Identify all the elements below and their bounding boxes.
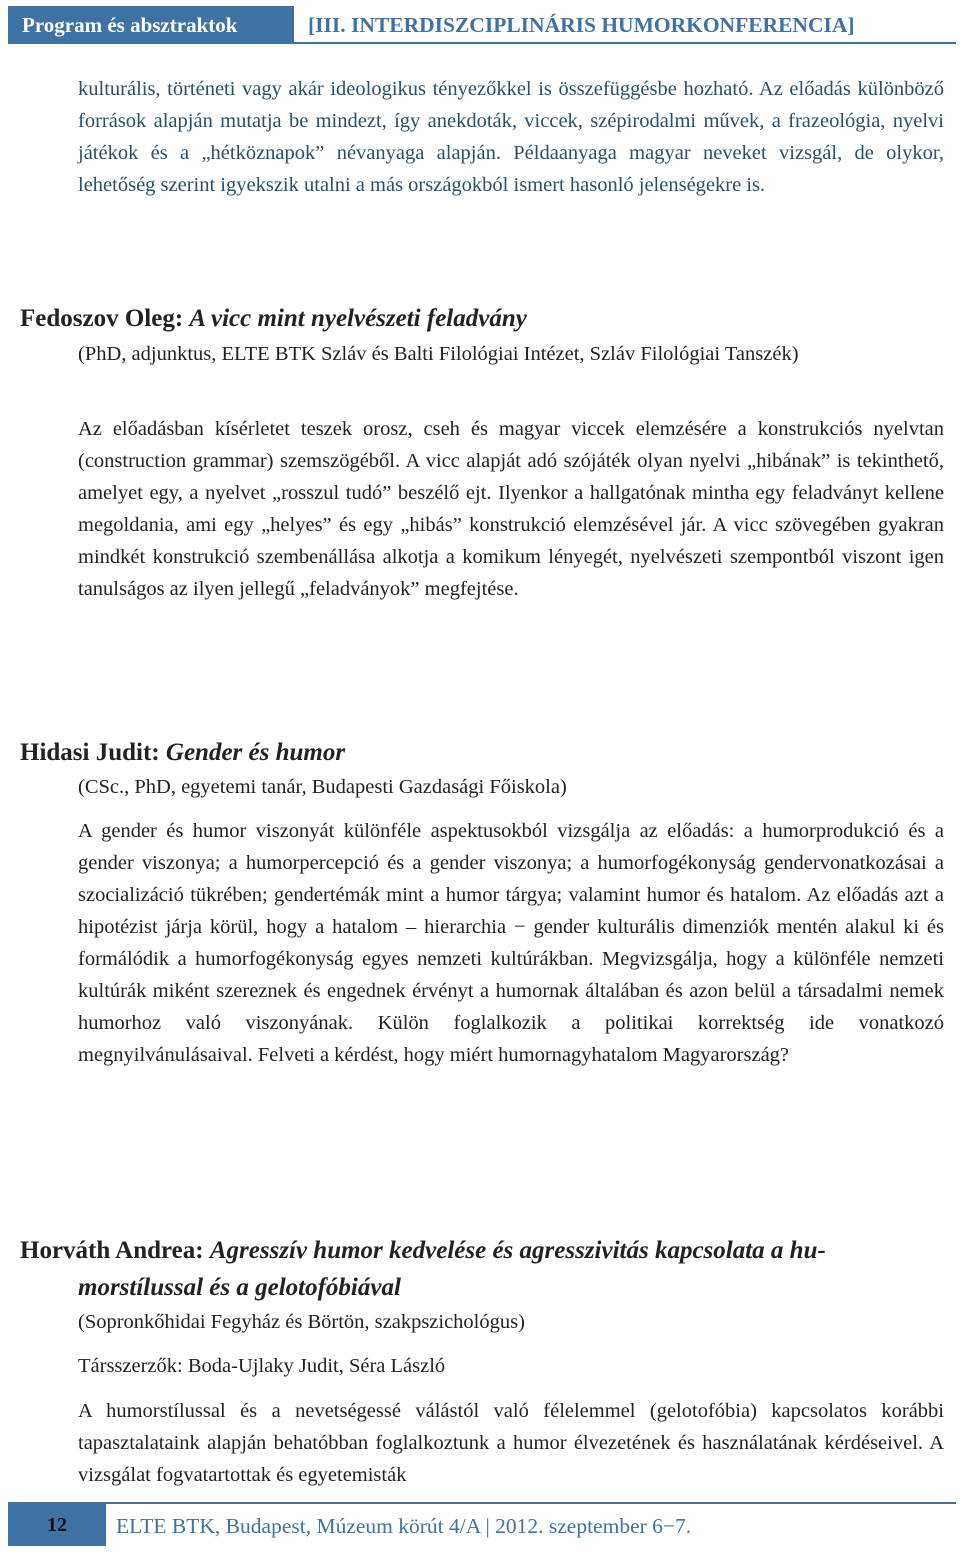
entry-title: A vicc mint nyelvészeti feladvány <box>189 305 527 332</box>
entry-heading <box>20 734 944 771</box>
heading-colon: : <box>174 305 190 332</box>
header-rule <box>294 42 956 44</box>
entry-title: Agresszív humor kedvelése és agresszivitás kapcsolata a hu- <box>209 1237 826 1264</box>
entry-abstract: Az előadásban kísérletet teszek orosz, cseh és magyar viccek elemzésére a konstrukciós nyelvtan (construction grammar) szemszögéből. A vicc alapját adó szójáték olyan nyelvi „hibának” is tekinthető, amelyet egy, a nyelvet „rosszul tudó” beszélő ejt. Ilyenkor a hallgatónak mintha egy feladványt kellene megoldania, ami egy „helyes” és egy „hibás” konstrukció elemzésével jár. A vicc szövegében gyakran mindkét konstrukció szembenállása alkotja a komikum lényegét, nyelvészeti szempontból viszont igen tanulságos az ilyen jellegű „feladványok” megfejtése. <box>78 418 944 600</box>
header-section-tag: Program és absztraktok <box>8 6 294 44</box>
entry-author: Hidasi Judit <box>20 739 152 766</box>
entry-author: Horváth Andrea <box>20 1237 196 1264</box>
footer-venue-date: ELTE BTK, Budapest, Múzeum körút 4/A | 2012. szeptember 6−7. <box>116 1514 692 1538</box>
entry-coauthors: Társszerzők: Boda-Ujlaky Judit, Séra László <box>78 1355 446 1377</box>
page-header <box>8 6 956 44</box>
page-number: 12 <box>8 1502 106 1546</box>
entry-heading <box>20 1232 944 1306</box>
heading-colon: : <box>195 1237 210 1264</box>
entry-author: Fedoszov Oleg <box>20 305 175 332</box>
entry-abstract: A gender és humor viszonyát különféle aspektusokból vizsgálja az előadás: a humorprodukció és a gender viszonya; a humorpercepció és a gender viszonya; a humorfogékonyság gendervonatkozásai a szocializáció tükrében; gendertémák mint a humor tárgya; valamint humor és hatalom. Az előadás azt a hipotézist járja körül, hogy a hatalom – hierarchia − gender kulturális dimenziók mentén alakul ki és formálódik a humorfogékonyság egyes nemzeti kultúrákban. Megvizsgálja, hogy a különféle nemzeti kultúrák miként szereznek és engednek érvényt a humornak általában és azon belül a társadalmi nemek humorhoz való viszonyának. Külön foglalkozik a politikai korrektség ide vonatkozó megnyilvánulásaival. Felveti a kérdést, hogy miért humornagyhatalom Magyarország? <box>78 820 944 1066</box>
intro-paragraph: kulturális, történeti vagy akár ideologikus tényezőkkel is összefüggésbe hozható. Az előadás különböző források alapján mutatja be mindezt, így anekdoták, viccek, szépirodalmi művek, a frazeológia, nyelvi játékok és a „hétköznapok” névanyaga alapján. Példaanyaga magyar neveket vizsgál, de olykor, lehetőség szerint igyekszik utalni a más országokból ismert hasonló jelenségekre is. <box>78 78 944 196</box>
entry-title: Gender és humor <box>165 739 346 766</box>
entry-heading <box>20 300 944 337</box>
entry-title-continued: morstílussal és a gelotofóbiával <box>78 1274 401 1301</box>
entry-affiliation: (PhD, adjunktus, ELTE BTK Szláv és Balti Filológiai Intézet, Szláv Filológiai Tanszék) <box>78 343 799 365</box>
entry-affiliation: (CSc., PhD, egyetemi tanár, Budapesti Gazdasági Főiskola) <box>78 776 567 798</box>
heading-colon: : <box>151 739 166 766</box>
header-conference-title: [III. INTERDISZCIPLINÁRIS HUMORKONFERENCIA] <box>308 13 855 37</box>
entry-abstract: A humorstílussal és a nevetségessé válástól való félelemmel (gelotofóbia) kapcsolatos korábbi tapasztalataink alapján behatóbban foglalkoztunk a humor élvezetének és használatának kérdéseivel. A vizsgálat fogvatartottak és egyetemisták <box>78 1400 944 1486</box>
entry-affiliation: (Sopronkőhidai Fegyház és Börtön, szakpszichológus) <box>78 1311 525 1333</box>
page-footer <box>8 1502 956 1546</box>
